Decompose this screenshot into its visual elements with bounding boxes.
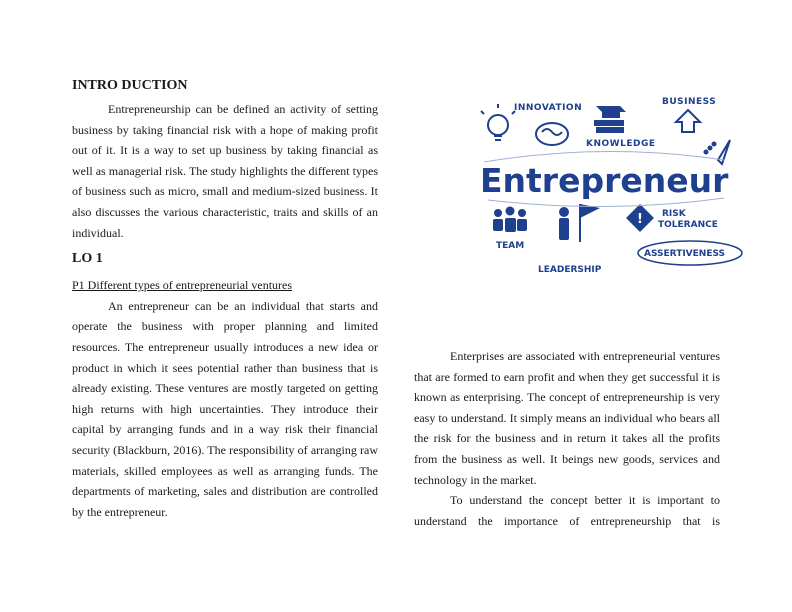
knowledge-label: KNOWLEDGE: [586, 139, 656, 149]
leadership-icon: [559, 204, 600, 242]
p1-paragraph: An entrepreneur can be an individual that starts and operate the business with proper planning and limited resources. The entrepreneur usually introduces a new idea or product in which it sees potential rather than business that is already existing. These ventures are mostly targeted on getting high returns with high uncertainties. They introduce their capital by arranging funds and in a way risk their financial security (Blackburn, 2016). The responsibility of arranging raw materials, skilled employees as well as arranging funds. The departments of marketing, sales and distribution are controlled by the entrepreneur.: [72, 298, 378, 519]
leadership-label: LEADERSHIP: [538, 265, 602, 275]
tolerance-label: TOLERANCE: [658, 220, 718, 230]
risk-label: RISK: [662, 209, 686, 219]
p1-heading: P1 Different types of entrepreneurial ventures: [72, 278, 293, 293]
business-label: BUSINESS: [662, 97, 717, 107]
team-icon: [493, 207, 527, 233]
lightbulb-icon: [481, 104, 515, 140]
entrepreneur-concept-image: [474, 92, 744, 282]
intro-heading: INTRO DUCTION: [72, 78, 188, 93]
brain-icon: [536, 123, 568, 145]
assertiveness-label: ASSERTIVENESS: [644, 249, 726, 259]
lo-heading: LO 1: [72, 251, 103, 267]
figure-title: Entrepreneur: [480, 161, 729, 200]
enterprises-paragraph: Enterprises are associated with entrepreneurial ventures that are formed to earn profit and when they get successful it is known as enterprising. The concept of entrepreneurship is very easy to understand. It simply means an individual who bears all the risk for the business and in return it takes all the profits from the business as well. It beings new goods, services and technology in the market.: [414, 349, 720, 487]
risk-warning-icon: [626, 204, 654, 232]
right-column: [414, 346, 720, 531]
svg-text:!: !: [637, 212, 643, 227]
arrow-up-icon: [676, 110, 700, 132]
team-label: TEAM: [496, 241, 525, 251]
books-icon: [594, 106, 626, 133]
left-column: [72, 76, 378, 522]
intro-paragraph: Entrepreneurship can be defined an activity of setting business by taking financial risk with a hope of making profit out of it. It is a way to set up business by taking financial as well as managerial risk. The study highlights the different types of business such as micro, small and medium-sized business. It also discusses the various characteristic, traits and skills of an individual.: [72, 102, 378, 240]
innovation-label: INNOVATION: [514, 103, 583, 113]
importance-paragraph: To understand the concept better it is important to understand the importance of entrepreneurship that is: [414, 493, 720, 528]
